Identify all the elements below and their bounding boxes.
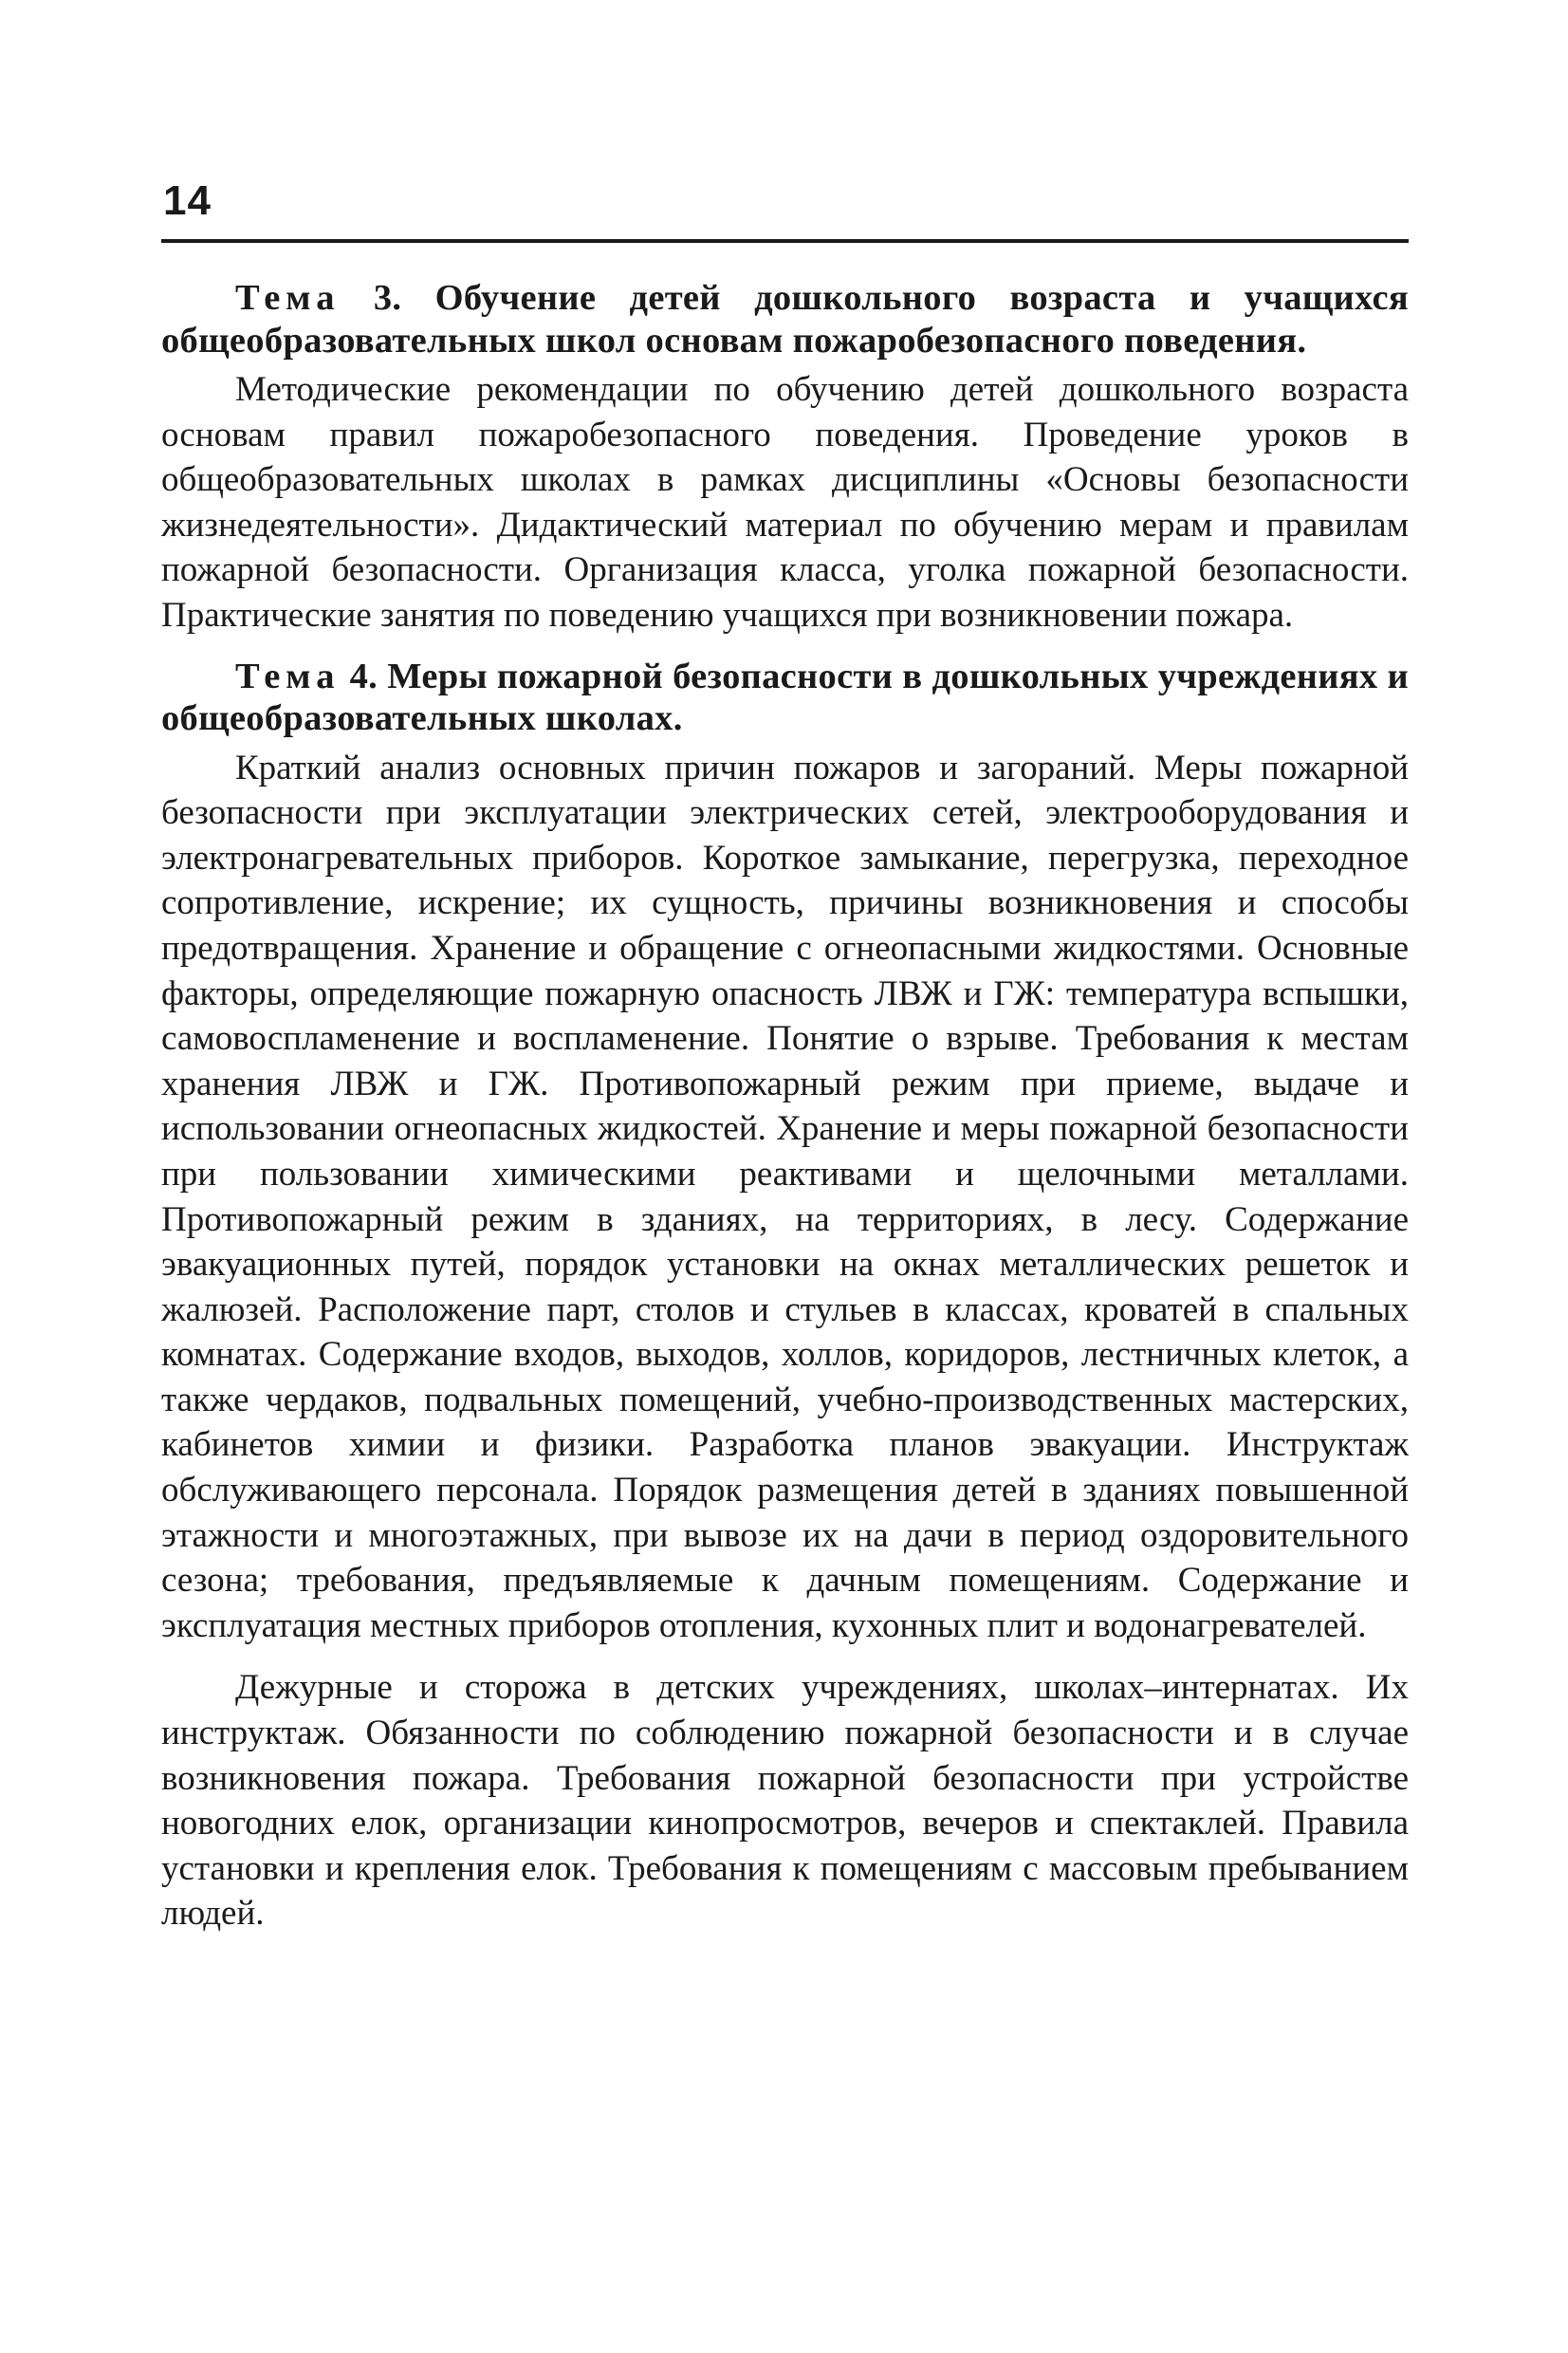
header-rule <box>161 239 1409 243</box>
topic-4-paragraph-1: Краткий анализ основных причин пожаров и загораний. Меры пожарной безопасности при эксплуатации электрических сетей, электрооборудования и электронагревательных приборов. Короткое замыкание, перегрузка, переходное сопротивление, искрение; их сущность, причины возникновения и способы предотвращения. Хранение и обращение с огнеопасными жидкостями. Основные факторы, определяющие пожарную опасность ЛВЖ и ГЖ: температура вспышки, самовоспламенение и воспламенение. Понятие о взрыве. Требования к местам хранения ЛВЖ и ГЖ. Противопожарный режим при приеме, выдаче и использовании огнеопасных жидкостей. Хранение и меры пожарной безопасности при пользовании химическими реактивами и щелочными металлами. Противопожарный режим в зданиях, на территориях, в лесу. Содержание эвакуационных путей, порядок установки на окнах металлических решеток и жалюзей. Расположение парт, столов и стульев в классах, кроватей в спальных комнатах. Содержание входов, выходов, холлов, коридоров, лестничных клеток, а также чердаков, подвальных помещений, учебно-производственных мастерских, кабинетов химии и физики. Разработка планов эвакуации. Инструктаж обслуживающего персонала. Порядок размещения детей в зданиях повышенной этажности и многоэтажных, при вывозе их на дачи в период оздоровительного сезона; требования, предъявляемые к дачным помещениям. Содержание и эксплуатация местных приборов отопления, кухонных плит и водонагревателей. <box>161 748 1409 1645</box>
page-number: 14 <box>163 177 212 224</box>
topic-4-paragraph-2: Дежурные и сторожа в детских учреждениях, школах–интернатах. Их инструктаж. Обязанности по соблюдению пожарной безопасности и в случае возникновения пожара. Требования пожарной безопасности при устройстве новогодних елок, организации кинопросмотров, вечеров и спектаклей. Правила установки и крепления елок. Требования к помещениям с массовым пребыванием людей. <box>161 1668 1409 1934</box>
topic-3-paragraph: Методические рекомендации по обучению детей дошкольного возраста основам правил пожаробезопасного поведения. Проведение уроков в общеобразовательных школах в рамках дисциплины «Основы безопасности жизнедеятельности». Дидактический материал по обучению мерам и правилам пожарной безопасности. Организация класса, уголка пожарной безопасности. Практические занятия по поведению учащихся при возникновении пожара. <box>161 370 1409 635</box>
topic-4-title: 4. Меры пожарной безопасности в дошкольных учреждениях и общеобразовательных школах. <box>161 656 1409 739</box>
book-page <box>161 161 1409 1936</box>
topic-4-heading <box>161 656 1409 740</box>
topic-3-label: Тема <box>235 278 341 318</box>
topic-3-title: 3. Обучение детей дошкольного возраста и учащихся общеобразовательных школ основам пожаробезопасного поведения. <box>161 278 1409 361</box>
topic-3-heading <box>161 277 1409 361</box>
topic-4-label: Тема <box>235 656 341 696</box>
